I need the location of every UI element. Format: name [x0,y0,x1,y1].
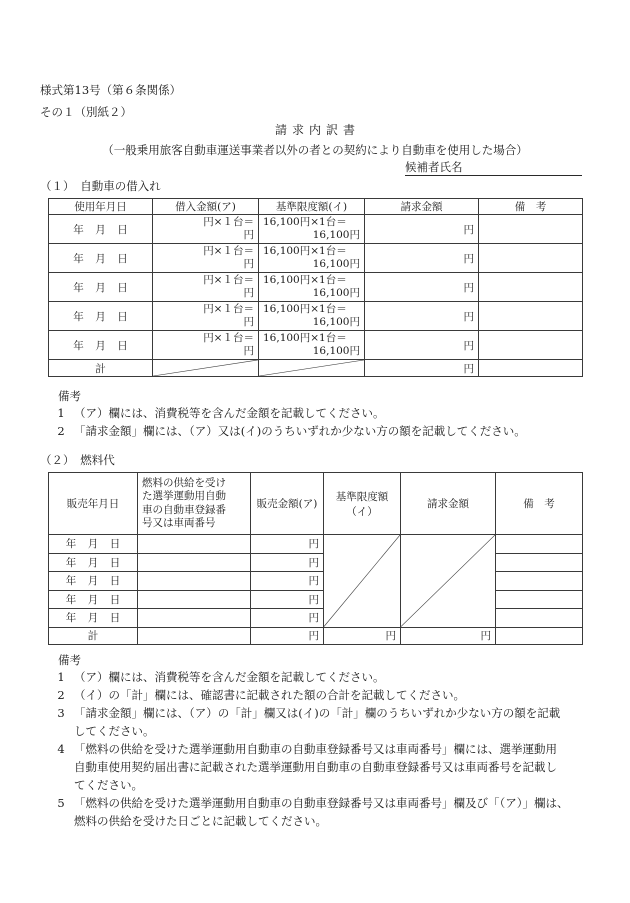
cell-use-date[interactable]: 年 月 日 [49,215,153,244]
cell-remark[interactable] [479,273,583,302]
table-header-row [49,199,583,215]
cell-sale-date[interactable]: 年 月 日 [49,609,138,628]
col-header-borrow-amount: 借入金額(ア) [153,199,259,215]
cell-remark[interactable] [496,535,583,554]
note-number: 1 [57,670,65,684]
document-title: 請求内訳書 [274,123,360,137]
table-total-row [49,360,583,377]
cell-sale-date[interactable]: 年 月 日 [49,590,138,609]
note-text-continued: 自動車使用契約届出書に記載された選挙運動用自動車の自動車登録番号又は車両番号を記載し [74,760,557,774]
note-item [48,669,608,686]
cell-claim-struck [401,535,496,628]
cell-borrow-amount[interactable]: 円×１台＝ 円 [153,273,259,302]
note-text: 「請求金額」欄には、（ア）又は(イ)のうちいずれか少ない方の額を記載してください。 [74,424,526,438]
note-item [48,795,608,812]
cell-total-claim-amount[interactable]: 円 [401,627,496,644]
table-row [49,590,583,609]
note-text: 「燃料の供給を受けた選挙運動用自動車の自動車登録番号又は車両番号」欄には、選挙運動用 [74,742,557,756]
sheet-number: その１（別紙２） [40,105,132,119]
header-line: 号又は車両番号 [142,517,216,529]
cell-limit-amount: 16,100円×1台＝ 16,100円 [259,273,365,302]
col-header-remark: 備 考 [479,199,583,215]
notes-title: 備考 [58,653,81,667]
note-text: （ア）欄には、消費税等を含んだ金額を記載してください。 [74,670,385,684]
cell-limit-struck [324,535,401,628]
section-1-label: （１） 自動車の借入れ [40,179,161,193]
cell-use-date[interactable]: 年 月 日 [49,273,153,302]
table-row [49,215,583,244]
table-row [49,244,583,273]
section-2-notes [48,652,608,831]
col-header-limit-amount [324,473,401,535]
cell-sale-amount[interactable]: 円 [251,572,324,591]
cell-sale-date[interactable]: 年 月 日 [49,572,138,591]
table-row [49,273,583,302]
cell-borrow-amount[interactable]: 円×１台＝ 円 [153,244,259,273]
cell-total-label: 計 [49,627,138,644]
cell-remark[interactable] [479,244,583,273]
cell-total-reg-number [138,627,251,644]
note-item [48,405,608,422]
table-row [49,302,583,331]
cell-remark[interactable] [496,553,583,572]
cell-vehicle-reg-number[interactable] [138,572,251,591]
col-header-use-date: 使用年月日 [49,199,153,215]
note-number: 5 [57,796,65,810]
cell-remark[interactable] [496,609,583,628]
note-text-continued: 燃料の供給を受けた日ごとに記載してください。 [74,814,327,828]
section-2-label: （２） 燃料代 [40,453,115,467]
col-header-remark: 備 考 [496,473,583,535]
table-header-row [49,473,583,535]
note-number: 2 [57,424,65,438]
cell-remark[interactable] [496,590,583,609]
cell-sale-amount[interactable]: 円 [251,590,324,609]
cell-remark[interactable] [479,331,583,360]
cell-vehicle-reg-number[interactable] [138,590,251,609]
note-text-continued: してください。 [74,724,155,738]
table-row [49,609,583,628]
note-item [48,741,608,758]
note-text: （ア）欄には、消費税等を含んだ金額を記載してください。 [74,406,385,420]
note-number: 1 [57,406,65,420]
cell-sale-amount[interactable]: 円 [251,609,324,628]
cell-limit-amount: 16,100円×1台＝ 16,100円 [259,331,365,360]
table-row [49,331,583,360]
cell-claim-amount[interactable]: 円 [365,215,479,244]
form-number: 様式第13号（第６条関係） [40,83,182,97]
cell-remark[interactable] [479,302,583,331]
cell-total-borrow-struck [153,360,259,377]
cell-sale-date[interactable]: 年 月 日 [49,535,138,554]
cell-claim-amount[interactable]: 円 [365,273,479,302]
section-1-notes [48,388,608,441]
cell-vehicle-reg-number[interactable] [138,609,251,628]
cell-total-claim-amount[interactable]: 円 [365,360,479,377]
note-number: 4 [57,742,65,756]
cell-remark[interactable] [496,572,583,591]
note-text: 「請求金額」欄には、（ア）の「計」欄又は(イ)の「計」欄のうちいずれか少ない方の額を記載 [74,706,561,720]
cell-sale-date[interactable]: 年 月 日 [49,553,138,572]
col-header-sale-amount: 販売金額(ア) [251,473,324,535]
candidate-name-label: 候補者氏名 [405,160,463,174]
table-row [49,572,583,591]
note-item [48,705,608,722]
table-row [49,535,583,554]
cell-use-date[interactable]: 年 月 日 [49,331,153,360]
cell-remark[interactable] [479,215,583,244]
col-header-claim-amount: 請求金額 [401,473,496,535]
document-subtitle: （一般乗用旅客自動車運送事業者以外の者との契約により自動車を使用した場合） [102,143,528,157]
note-number: 3 [57,706,65,720]
cell-vehicle-reg-number[interactable] [138,553,251,572]
cell-total-remark[interactable] [496,627,583,644]
note-item [48,687,608,704]
cell-sale-amount[interactable]: 円 [251,553,324,572]
header-line: た選挙運動用自動 [142,490,226,502]
col-header-limit-amount: 基準限度額(イ) [259,199,365,215]
header-line: 基準限度額 [335,490,389,503]
cell-borrow-amount[interactable]: 円×１台＝ 円 [153,215,259,244]
cell-sale-amount[interactable]: 円 [251,535,324,554]
cell-limit-amount: 16,100円×1台＝ 16,100円 [259,215,365,244]
col-header-claim-amount: 請求金額 [365,199,479,215]
cell-borrow-amount[interactable]: 円×１台＝ 円 [153,302,259,331]
fuel-cost-table [48,472,583,645]
notes-title: 備考 [58,389,81,403]
cell-use-date[interactable]: 年 月 日 [49,302,153,331]
cell-total-label: 計 [49,360,153,377]
col-header-sale-date: 販売年月日 [49,473,138,535]
note-number: 2 [57,688,65,702]
cell-limit-amount: 16,100円×1台＝ 16,100円 [259,244,365,273]
vehicle-rental-table [48,198,583,377]
cell-vehicle-reg-number[interactable] [138,535,251,554]
note-text: 「燃料の供給を受けた選挙運動用自動車の自動車登録番号又は車両番号」欄及び「（ア）」欄は、 [74,796,569,810]
note-item [48,423,608,440]
table-total-row [49,627,583,644]
cell-total-limit-amount[interactable]: 円 [324,627,401,644]
header-line: 車の自動車登録番 [142,503,226,516]
cell-total-limit-struck [259,360,365,377]
note-text: （イ）の「計」欄には、確認書に記載された額の合計を記載してください。 [74,688,465,702]
cell-total-sale-amount[interactable]: 円 [251,627,324,644]
header-line: 燃料の供給を受け [142,476,226,489]
cell-total-remark[interactable] [479,360,583,377]
cell-claim-amount[interactable]: 円 [365,244,479,273]
cell-use-date[interactable]: 年 月 日 [49,244,153,273]
table-row [49,553,583,572]
candidate-name-field[interactable] [405,160,582,176]
col-header-vehicle-reg-number [138,473,251,535]
cell-claim-amount[interactable]: 円 [365,302,479,331]
header-line: （イ） [346,505,378,518]
note-text-continued: てください。 [74,778,143,792]
cell-claim-amount[interactable]: 円 [365,331,479,360]
cell-borrow-amount[interactable]: 円×１台＝ 円 [153,331,259,360]
cell-limit-amount: 16,100円×1台＝ 16,100円 [259,302,365,331]
